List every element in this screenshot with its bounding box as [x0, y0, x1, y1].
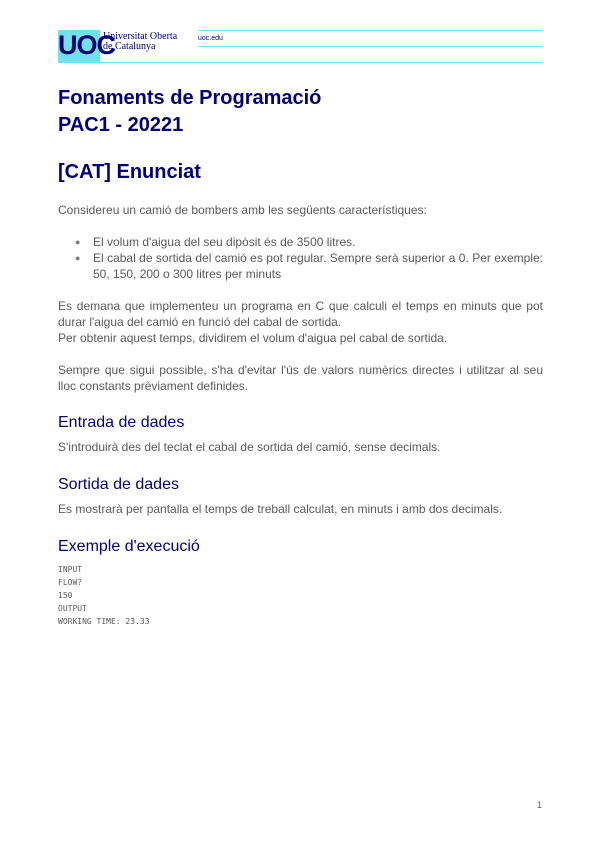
code-line: FLOW? — [58, 578, 83, 587]
output-heading: Sortida de dades — [58, 476, 179, 493]
page-header — [58, 30, 543, 64]
uoc-logo — [58, 30, 115, 62]
example-heading: Exemple d'execució — [58, 538, 200, 555]
task-paragraph — [58, 298, 543, 346]
university-name-line1: Universitat Oberta — [103, 31, 178, 42]
list-item: ● El volum d'aigua del seu dipòsit és de 3500 litres. — [58, 234, 543, 250]
code-line: OUTPUT — [58, 604, 87, 613]
university-name-line2: de Catalunya — [103, 41, 156, 52]
university-name — [103, 32, 177, 52]
logo-text: UOC — [58, 30, 115, 60]
document-title-line2: PAC1 - 20221 — [58, 114, 184, 136]
task-paragraph-line1: Es demana que implementeu un programa en C que calculi el temps en minuts que pot durar l'aigua del camió en funció del cabal de sortida. — [58, 299, 543, 329]
code-line: 150 — [58, 591, 73, 600]
input-heading: Entrada de dades — [58, 414, 185, 431]
task-paragraph-line2: Per obtenir aquest temps, dividirem el volum d'aigua pel cabal de sortida. — [58, 331, 448, 345]
characteristics-list — [58, 234, 543, 282]
list-item: ● El cabal de sortida del camió es pot regular. Sempre serà superior a 0. Per exemple: 50, 150, 200 o 300 litres per minuts — [58, 250, 543, 282]
execution-example — [58, 563, 150, 628]
code-line: WORKING TIME: 23.33 — [58, 617, 150, 626]
code-line: INPUT — [58, 565, 83, 574]
header-rule-bottom — [58, 62, 543, 63]
header-rule-middle — [198, 46, 543, 47]
header-rule-top — [198, 30, 543, 31]
constants-paragraph: Sempre que sigui possible, s'ha d'evitar l'ús de valors numèrics directes i utilitzar al seu lloc constants prèviament definides. — [58, 363, 543, 393]
input-text: S'introduirà des del teclat el cabal de sortida del camió, sense decimals. — [58, 440, 441, 454]
section-heading: [CAT] Enunciat — [58, 161, 201, 183]
output-text: Es mostrarà per pantalla el temps de treball calculat, en minuts i amb dos decimals. — [58, 502, 503, 516]
page-number: 1 — [536, 800, 542, 810]
header-tag: uoc.edu — [198, 35, 223, 42]
intro-paragraph: Considereu un camió de bombers amb les següents característiques: — [58, 203, 427, 217]
document-title-line1: Fonaments de Programació — [58, 87, 322, 109]
document-title — [58, 85, 321, 139]
